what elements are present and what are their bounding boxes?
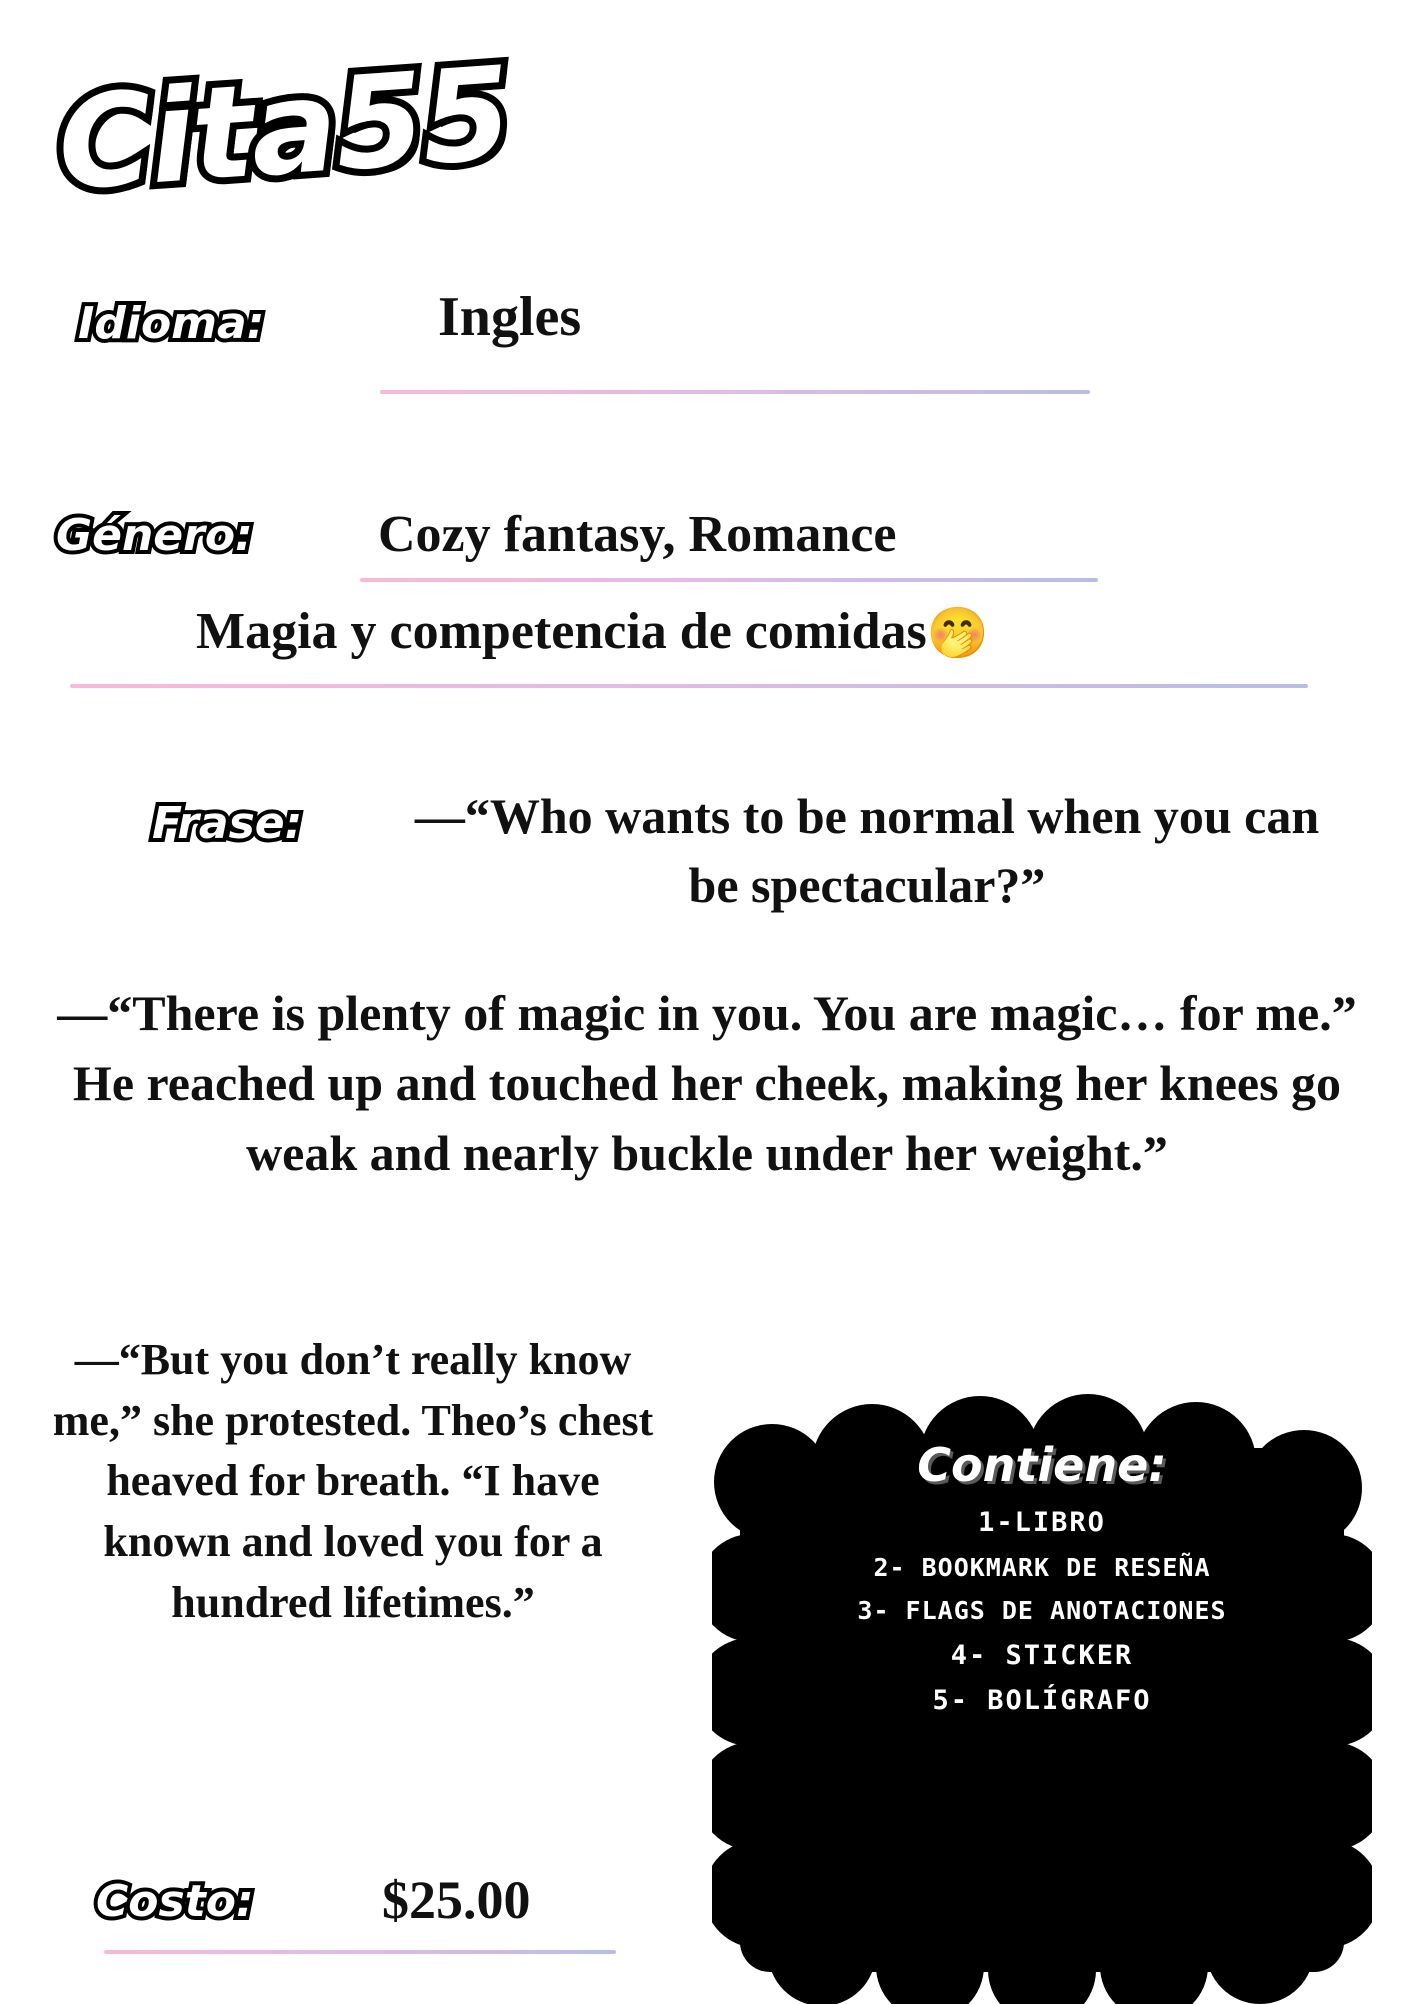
contiene-item: 5- BOLÍGRAFO [932,1685,1152,1717]
frase-quote-1: —“Who wants to be normal when you can be spectacular?” [414,788,1320,913]
costo-underline [104,1950,616,1954]
frase-quote-3: —“But you don’t really know me,” she protested. Theo’s chest heaved for breath. “I have known and loved you for a hundred lifetimes.” [52,1335,654,1627]
frase-label: Frase: [152,798,303,849]
brand-logo [40,39,600,250]
contiene-item: 1-LIBRO [978,1507,1106,1538]
costo-value: $25.00 [382,1870,531,1930]
frase-quote-2: —“There is plenty of magic in you. You are magic… for me.” He reached up and touched her cheek, making her knees go weak and nearly buckle under her weight.” [57,985,1357,1181]
contiene-content [712,1392,1372,2004]
contiene-item: 4- STICKER [950,1639,1134,1671]
contiene-blob [712,1392,1372,2004]
contiene-title: Contiene: [917,1438,1167,1492]
genero-value-line2 [196,603,990,663]
idioma-underline [380,390,1090,394]
genero-underline-1 [360,578,1098,582]
contiene-item: 2- BOOKMARK DE RESEÑA [873,1552,1211,1582]
contiene-item: 3- FLAGS DE ANOTACIONES [857,1596,1227,1626]
genero-label: Género: [56,510,253,561]
genero-value-line1: Cozy fantasy, Romance [378,506,897,563]
idioma-value: Ingles [438,286,582,348]
brand-logo-text: Cita55 [53,39,515,220]
idioma-label: Idioma: [78,298,265,349]
shushing-face-emoji: 🤭 [926,604,990,663]
genero-underline-2 [70,684,1308,688]
genero-value-line2-text: Magia y competencia de comidas [196,603,927,660]
costo-label: Costo: [96,1876,254,1927]
